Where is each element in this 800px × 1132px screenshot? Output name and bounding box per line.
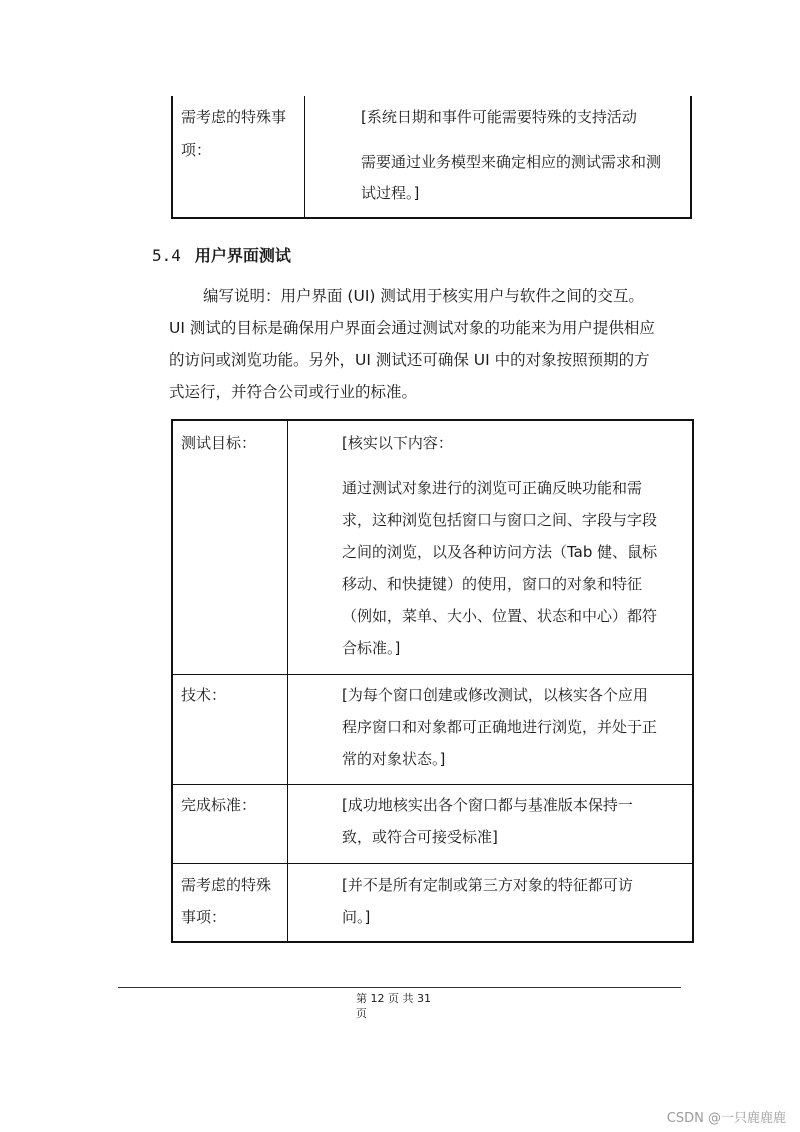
content-line: [系统日期和事件可能需要特殊的支持活动: [361, 108, 637, 126]
row-content-line: [为每个窗口创建或修改测试，以核实各个应用: [342, 686, 648, 704]
row-content-line: 求，这种浏览包括窗口与窗口之间、字段与字段: [342, 511, 658, 529]
row-label: 技术：: [181, 686, 227, 704]
row-content-line: （例如，菜单、大小、位置、状态和中心）都符: [342, 607, 658, 625]
label-line: 需考虑的特殊事: [181, 108, 287, 126]
section-heading: [152, 243, 291, 266]
paragraph-line: UI 测试的目标是确保用户界面会通过测试对象的功能来为用户提供相应: [169, 319, 655, 337]
page-number: 第 12 页 共 31: [356, 992, 431, 1005]
label-line: 项：: [181, 141, 212, 159]
row-content-line: [并不是所有定制或第三方对象的特征都可访: [342, 876, 633, 894]
row-divider: [173, 674, 692, 675]
paragraph-line: 的访问或浏览功能。另外，UI 测试还可确保 UI 中的对象按照预期的方: [169, 351, 650, 369]
row-content-line: 之间的浏览，以及各种访问方法（Tab 健、鼠标: [342, 543, 658, 561]
row-content-line: [核实以下内容：: [342, 434, 453, 452]
row-label: 需考虑的特殊: [181, 876, 272, 894]
row-content-line: 问。]: [342, 908, 371, 926]
row-label: 测试目标：: [181, 434, 257, 452]
watermark: CSDN @一只鹿鹿鹿: [666, 1111, 786, 1126]
row-content-line: 合标准。]: [342, 639, 401, 657]
row-content-line: 程序窗口和对象都可正确地进行浏览，并处于正: [342, 718, 658, 736]
continued-table: [171, 96, 692, 219]
row-divider: [173, 784, 692, 785]
row-content-line: [成功地核实出各个窗口都与基准版本保持一: [342, 796, 633, 814]
row-content-line: 移动、和快捷键）的使用，窗口的对象和特征: [342, 575, 643, 593]
row-content-line: 通过测试对象进行的浏览可正确反映功能和需: [342, 479, 643, 497]
row-divider: [173, 863, 692, 864]
section-number: 5.4: [152, 246, 181, 265]
content-line: 试过程。]: [361, 184, 420, 202]
paragraph-line: 式运行，并符合公司或行业的标准。: [169, 383, 418, 401]
content-line: 需要通过业务模型来确定相应的测试需求和测: [361, 153, 662, 171]
table-divider: [304, 96, 305, 217]
ui-test-table: [171, 419, 694, 943]
row-label: 完成标准：: [181, 796, 257, 814]
section-title: 用户界面测试: [194, 246, 291, 265]
paragraph-line: 编写说明：用户界面 (UI) 测试用于核实用户与软件之间的交互。: [203, 287, 644, 305]
row-label: 事项：: [181, 908, 227, 926]
row-content-line: 致，或符合可接受标准]: [342, 828, 498, 846]
row-content-line: 常的对象状态。]: [342, 750, 446, 768]
page-number-cont: 页: [356, 1007, 367, 1020]
